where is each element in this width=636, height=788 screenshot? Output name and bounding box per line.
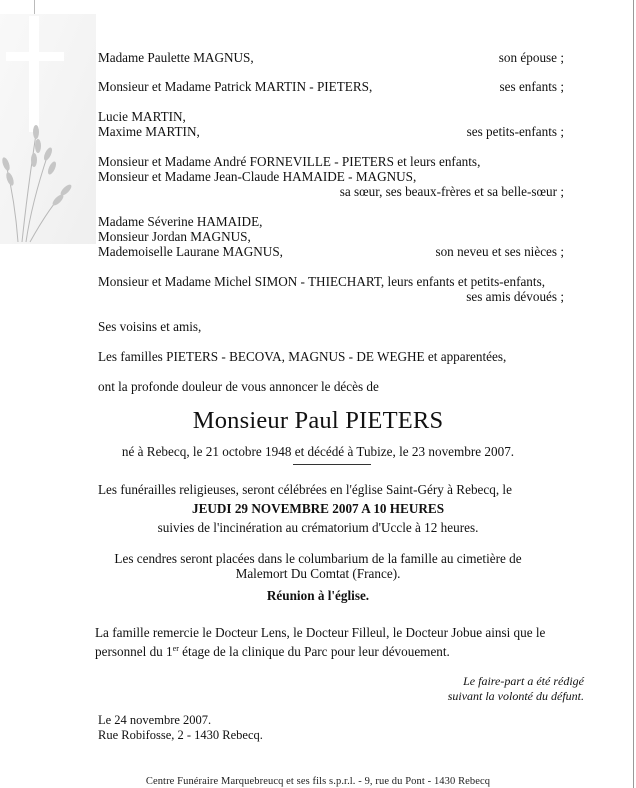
friends-name: Monsieur et Madame Michel SIMON - THIECHART, leurs enfants et petits-enfants, xyxy=(98,274,545,289)
spouse-role: son épouse ; xyxy=(498,50,564,65)
ashes-line-2: Malemort Du Comtat (France). xyxy=(235,566,401,581)
grandchildren-role: ses petits-enfants ; xyxy=(466,124,564,139)
funeral-line-3: suivies de l'incinération au crématorium d'Uccle à 12 heures. xyxy=(157,520,479,535)
sibling-1: Monsieur et Madame André FORNEVILLE - PIETERS et leurs enfants, xyxy=(98,154,481,169)
top-left-rule xyxy=(34,0,35,14)
nephew-1: Madame Séverine HAMAIDE, xyxy=(98,214,263,229)
signature-date: Le 24 novembre 2007. xyxy=(98,713,212,727)
neighbours-line: Ses voisins et amis, xyxy=(98,319,202,334)
funeral-line-1: Les funérailles religieuses, seront célébrées en l'église Saint-Géry à Rebecq, le xyxy=(98,482,512,497)
grandchild-2: Maxime MARTIN, xyxy=(98,124,200,139)
families-line: Les familles PIETERS - BECOVA, MAGNUS - DE WEGHE et apparentées, xyxy=(98,349,507,364)
birth-death-dates: né à Rebecq, le 21 octobre 1948 et décédé à Tubize, le 23 novembre 2007. xyxy=(121,444,515,459)
thanks-superscript: er xyxy=(172,644,179,653)
signature-address: Rue Robifosse, 2 - 1430 Rebecq. xyxy=(98,728,263,742)
funeral-home-footer: Centre Funéraire Marquebreucq et ses fils s.p.r.l. - 9, rue du Pont - 1430 Rebecq xyxy=(145,776,491,787)
thanks-pre: personnel du 1 xyxy=(95,644,173,659)
deceased-name: Monsieur Paul PIETERS xyxy=(192,407,444,434)
grandchild-1: Lucie MARTIN, xyxy=(98,109,186,124)
thanks-post: étage de la clinique du Parc pour leur dévouement. xyxy=(178,644,450,659)
spouse-name: Madame Paulette MAGNUS, xyxy=(98,50,254,65)
children-role: ses enfants ; xyxy=(499,79,564,94)
funeral-date: JEUDI 29 NOVEMBRE 2007 A 10 HEURES xyxy=(191,501,445,516)
meeting-line: Réunion à l'église. xyxy=(266,588,370,603)
note-line-2: suivant la volonté du défunt. xyxy=(447,689,584,703)
intro-line: ont la profonde douleur de vous annoncer le décès de xyxy=(98,379,379,394)
siblings-role: sa sœur, ses beaux-frères et sa belle-sœur ; xyxy=(339,184,564,199)
friends-role: ses amis dévoués ; xyxy=(466,289,564,304)
sibling-2: Monsieur et Madame Jean-Claude HAMAIDE - MAGNUS, xyxy=(98,169,417,184)
thanks-line-2 xyxy=(95,641,450,660)
note-line-1: Le faire-part a été rédigé xyxy=(463,674,584,688)
children-name: Monsieur et Madame Patrick MARTIN - PIETERS, xyxy=(98,79,373,94)
nephew-3: Mademoiselle Laurane MAGNUS, xyxy=(98,244,283,259)
cross-and-wheat-emblem xyxy=(0,14,96,244)
right-edge-rule xyxy=(633,0,634,788)
nephews-role: son neveu et ses nièces ; xyxy=(435,244,564,259)
separator-line xyxy=(293,464,371,465)
nephew-2: Monsieur Jordan MAGNUS, xyxy=(98,229,251,244)
thanks-line-1: La famille remercie le Docteur Lens, le Docteur Filleul, le Docteur Jobue ainsi que le xyxy=(95,625,546,640)
ashes-line-1: Les cendres seront placées dans le columbarium de la famille au cimetière de xyxy=(114,551,522,566)
